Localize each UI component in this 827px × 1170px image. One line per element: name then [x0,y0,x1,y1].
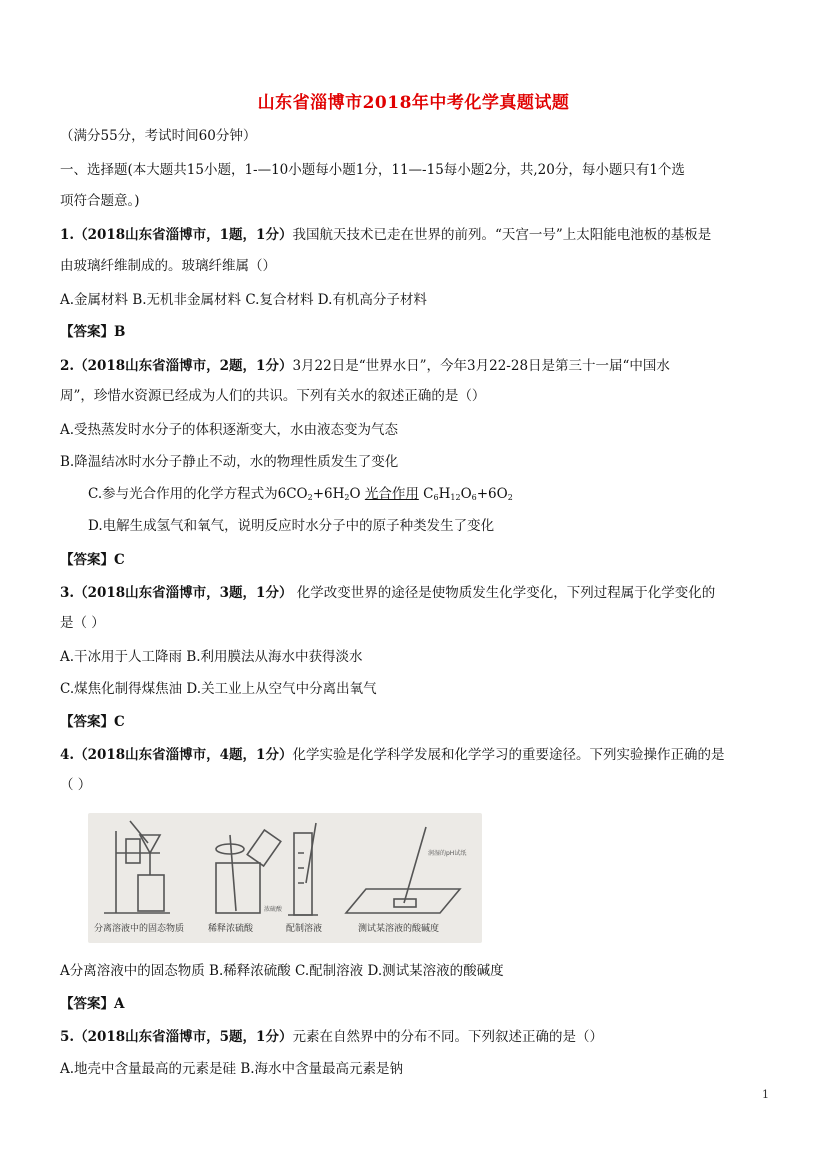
question-2-option-b: B.降温结冰时水分子静止不动，水的物理性质发生了变化 [60,454,399,470]
question-5-head: 5.（2018山东省淄博市，5题，1分） [60,1029,293,1045]
question-2-option-d: D.电解生成氢气和氧气，说明反应时水分子中的原子种类发生了变化 [88,518,495,534]
question-5-text: 元素在自然界中的分布不同。下列叙述正确的是（） [292,1029,603,1045]
question-3-answer: 【答案】C [60,714,125,730]
question-1-answer: 【答案】B [60,324,126,340]
experiment-illustration [88,813,482,943]
question-2 [60,356,779,376]
question-2-text-cont: 周”，珍惜水资源已经成为人们的共识。下列有关水的叙述正确的是（） [60,388,486,404]
question-3-text: 化学改变世界的途径是使物质发生化学变化，下列过程属于化学变化的 [292,585,716,601]
question-3-options-1: A.干冰用于人工降雨 B.利用膜法从海水中获得淡水 [60,649,363,665]
question-3-text-cont: 是（ ） [60,615,105,631]
exam-meta: （满分55分，考试时间60分钟） [60,128,257,144]
question-3-options-2: C.煤焦化制得煤焦油 D.关工业上从空气中分离出氧气 [60,681,377,697]
question-3 [60,583,779,603]
experiment-figure [88,813,482,943]
question-3-head: 3.（2018山东省淄博市，3题，1分） [60,585,293,601]
question-2-answer: 【答案】C [60,552,125,568]
question-2-head: 2.（2018山东省淄博市，2题，1分） [60,358,293,374]
ph-paper-label: 润湿的pH试纸 [428,850,467,857]
acid-label: 浓硫酸 [264,906,283,913]
section-heading-line1: 一、选择题(本大题共15小题，1-—10小题每小题1分，11—-15每小题2分，共,20分，每小题只有1个选 [60,162,685,178]
question-2-text: 3月22日是“世界水日”，今年3月22-28日是第三十一届“中国水 [292,358,670,374]
question-2-option-c: C.参与光合作用的化学方程式为$6CO_2+6H_2O$ 光合作用 $C_6H_{12}O_6+6O_2$ [88,486,513,502]
figure-label-a: 分离溶液中的固态物质 [94,924,185,934]
section-heading-line2: 项符合题意。) [60,193,140,209]
question-4-answer: 【答案】A [60,996,125,1012]
figure-label-b: 稀释浓硫酸 [208,924,254,934]
graduated-cylinder-icon [288,823,318,915]
question-4-head: 4.（2018山东省淄博市，4题，1分） [60,747,293,763]
figure-label-d: 测试某溶液的酸碱度 [358,924,440,934]
question-5 [60,1027,779,1047]
dilution-beaker-icon [216,830,281,913]
question-1-options: A.金属材料 B.无机非金属材料 C.复合材料 D.有机高分子材料 [60,292,427,308]
question-1-text: 我国航天技术已走在世界的前列。“天宫一号”上太阳能电池板的基板是 [292,227,712,243]
question-1-text-cont: 由玻璃纤维制成的。玻璃纤维属（） [60,258,276,274]
reaction-condition: 光合作用 [364,486,419,502]
question-4-text: 化学实验是化学科学发展和化学学习的重要途径。下列实验操作正确的是 [292,747,725,763]
question-4 [60,745,779,765]
question-4-options: A分离溶液中的固态物质 B.稀释浓硫酸 C.配制溶液 D.测试某溶液的酸碱度 [60,963,504,979]
question-5-options-1: A.地壳中含量最高的元素是硅 B.海水中含量最高元素是钠 [60,1061,404,1077]
filtration-apparatus-icon [104,821,170,913]
ph-test-icon [346,827,460,913]
page-title: 山东省淄博市2018年中考化学真题试题 [257,93,570,113]
question-1-head: 1.（2018山东省淄博市，1题，1分） [60,227,293,243]
question-2-option-a: A.受热蒸发时水分子的体积逐渐变大，水由液态变为气态 [60,422,399,438]
question-1 [60,225,779,245]
figure-label-c: 配制溶液 [286,924,323,934]
page-number: 1 [762,1088,769,1101]
question-4-text-cont: （ ） [60,777,92,793]
